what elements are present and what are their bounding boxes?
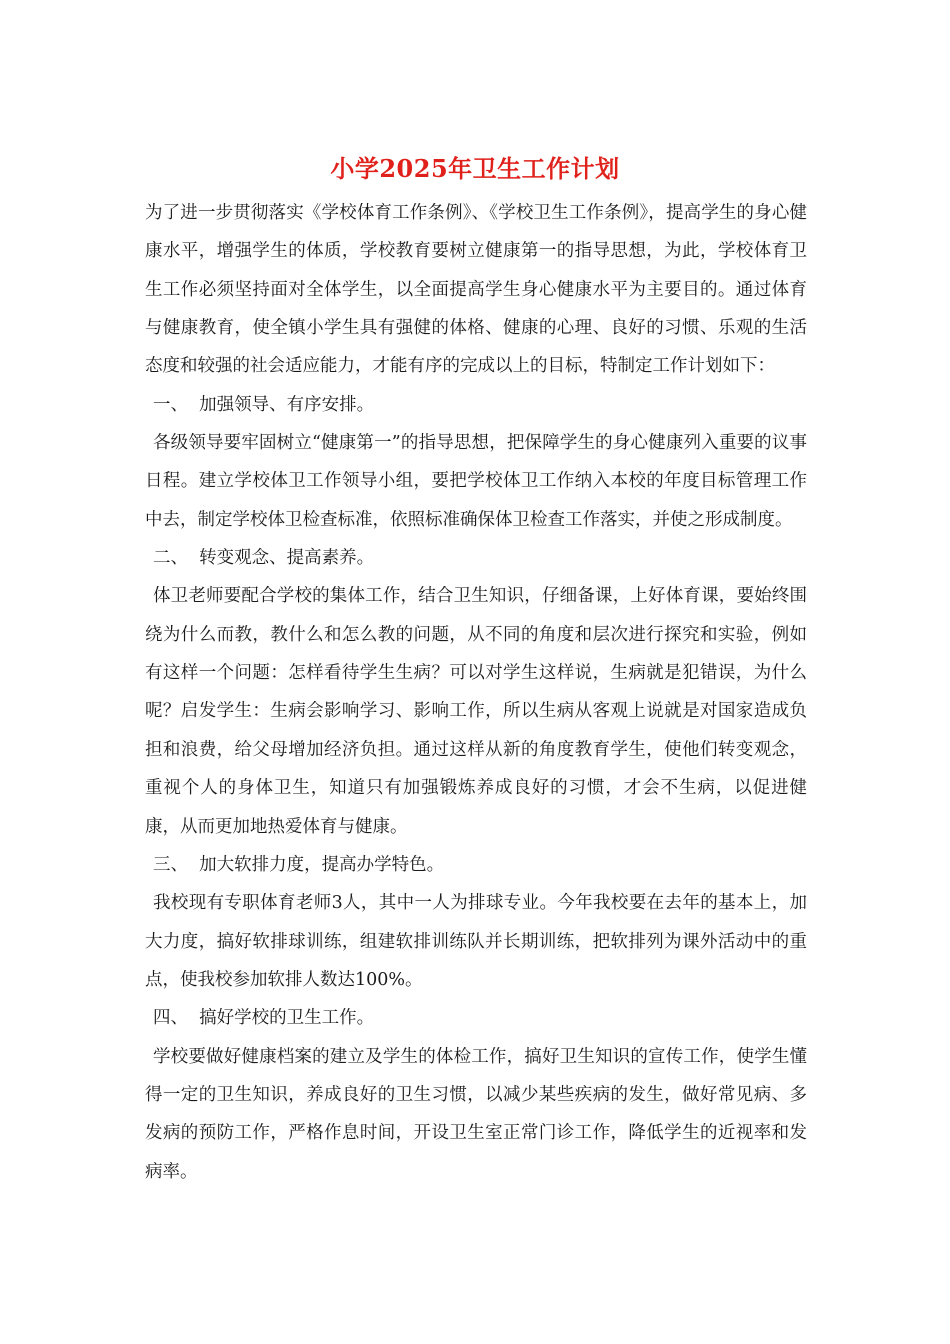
document-body bbox=[145, 194, 807, 1191]
section-heading-2: 二、 转变观念、提高素养。 bbox=[153, 548, 375, 569]
section-paragraph-4: 学校要做好健康档案的建立及学生的体检工作，搞好卫生知识的宣传工作，使学生懂得一定的卫生知识，养成良好的卫生习惯，以减少某些疾病的发生，做好常见病、多发病的预防工作，严格作息时间，开设卫生室正常门诊工作，降低学生的近视率和发病率。 bbox=[145, 1046, 807, 1182]
section-paragraph-1: 各级领导要牢固树立“健康第一”的指导思想，把保障学生的身心健康列入重要的议事日程。建立学校体卫工作领导小组，要把学校体卫工作纳入本校的年度目标管理工作中去，制定学校体卫检查标准，依照标准确保体卫检查工作落实，并使之形成制度。 bbox=[145, 433, 807, 530]
intro-paragraph: 为了进一步贯彻落实《学校体育工作条例》、《学校卫生工作条例》，提高学生的身心健康水平，增强学生的体质，学校教育要树立健康第一的指导思想，为此，学校体育卫生工作必须坚持面对全体学生，以全面提高学生身心健康水平为主要目的。通过体育与健康教育，使全镇小学生具有强健的体格、健康的心理、良好的习惯、乐观的生活态度和较强的社会适应能力，才能有序的完成以上的目标，特制定工作计划如下： bbox=[145, 203, 807, 377]
section-heading-1: 一、 加强领导、有序安排。 bbox=[153, 394, 375, 415]
section-heading-3: 三、 加大软排力度，提高办学特色。 bbox=[153, 854, 445, 875]
document-title: 小学2025年卫生工作计划 bbox=[330, 154, 620, 183]
section-paragraph-3: 我校现有专职体育老师3人，其中一人为排球专业。今年我校要在去年的基本上，加大力度，搞好软排球训练，组建软排训练队并长期训练，把软排列为课外活动中的重点，使我校参加软排人数达100%。 bbox=[145, 893, 807, 990]
section-paragraph-2: 体卫老师要配合学校的集体工作，结合卫生知识，仔细备课，上好体育课，要始终围绕为什么而教，教什么和怎么教的问题，从不同的角度和层次进行探究和实验，例如有这样一个问题：怎样看待学生生病？可以对学生这样说，生病就是犯错误，为什么呢？启发学生：生病会影响学习、影响工作，所以生病从客观上说就是对国家造成负担和浪费，给父母增加经济负担。通过这样从新的角度教育学生，使他们转变观念，重视个人的身体卫生，知道只有加强锻炼养成良好的习惯，才会不生病，以促进健康，从而更加地热爱体育与健康。 bbox=[145, 586, 807, 837]
section-heading-4: 四、 搞好学校的卫生工作。 bbox=[153, 1008, 375, 1029]
